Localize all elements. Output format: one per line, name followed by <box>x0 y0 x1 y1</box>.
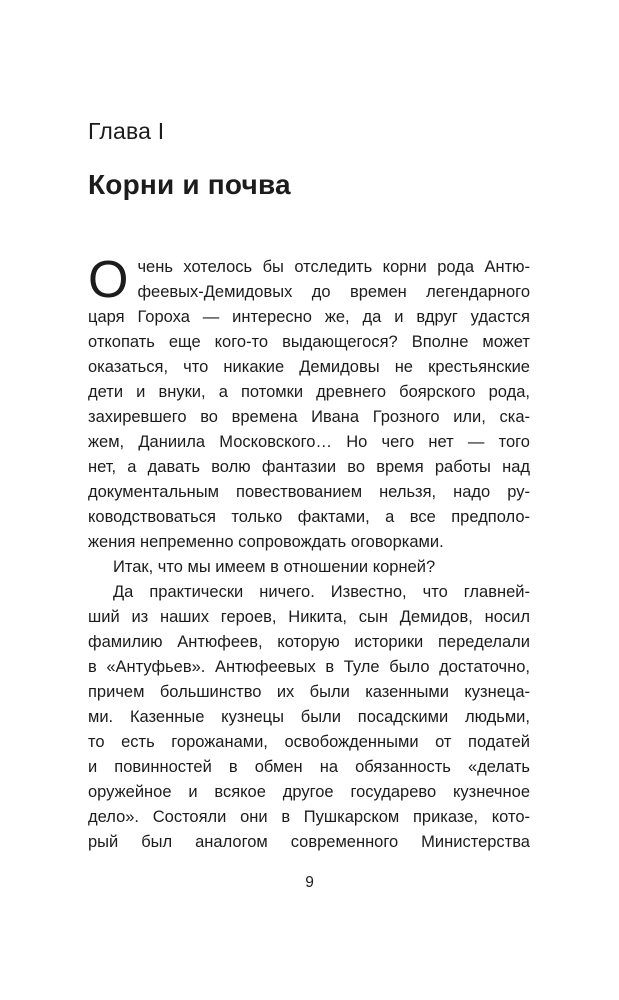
text-line: то есть горожанами, освобожденными от податей <box>88 733 530 751</box>
text-line: и повинностей в обмен на обязанность «делать <box>88 758 530 776</box>
chapter-title: Корни и почва <box>88 169 291 200</box>
text-line: Итак, что мы имеем в отношении корней? <box>113 558 436 576</box>
text-line: чень хотелось бы отследить корни рода Антю- <box>137 258 530 276</box>
text-line: откопать еще кого-то выдающегося? Вполне может <box>88 333 530 351</box>
text-line: феевых-Демидовых до времен легендарного <box>137 283 530 301</box>
text-line: нет, а давать волю фантазии во время работы над <box>88 458 530 476</box>
page-number: 9 <box>305 874 314 891</box>
text-line: жения непременно сопровождать оговорками. <box>88 533 444 551</box>
drop-cap: О <box>88 251 129 309</box>
text-line: захиревшего во времена Ивана Грозного или, ска- <box>88 408 530 426</box>
text-line: жем, Даниила Московского… Но чего нет — того <box>88 433 530 451</box>
text-line: Да практически ничего. Известно, что главней- <box>113 583 530 601</box>
paragraph <box>88 580 530 855</box>
text-line: царя Гороха — интересно же, да и вдруг удастся <box>88 308 530 326</box>
text-line: ший из наших героев, Никита, сын Демидов, носил <box>88 608 530 626</box>
body-text <box>88 251 530 855</box>
text-line: ми. Казенные кузнецы были посадскими людьми, <box>88 708 530 726</box>
text-line: документальным повествованием нельзя, надо ру- <box>88 483 530 501</box>
paragraph <box>88 555 530 580</box>
text-line: оружейное и всякое другое государево кузнечное <box>88 783 530 801</box>
text-line: дело». Состояли они в Пушкарском приказе, кото- <box>88 808 530 826</box>
text-line: фамилию Антюфеев, которую историки переделали <box>88 633 530 651</box>
paragraph <box>88 251 530 555</box>
chapter-label: Глава I <box>88 118 165 144</box>
text-line: оказаться, что никакие Демидовы не крестьянские <box>88 358 530 376</box>
text-line: в «Антуфьев». Антюфеевых в Туле было достаточно, <box>88 658 530 676</box>
text-line: дети и внуки, а потомки древнего боярского рода, <box>88 383 530 401</box>
text-line: причем большинство их были казенными кузнеца- <box>88 683 530 701</box>
text-line: рый был аналогом современного Министерства <box>88 833 530 851</box>
text-line: ководствоваться только фактами, а все предполо- <box>88 508 530 526</box>
